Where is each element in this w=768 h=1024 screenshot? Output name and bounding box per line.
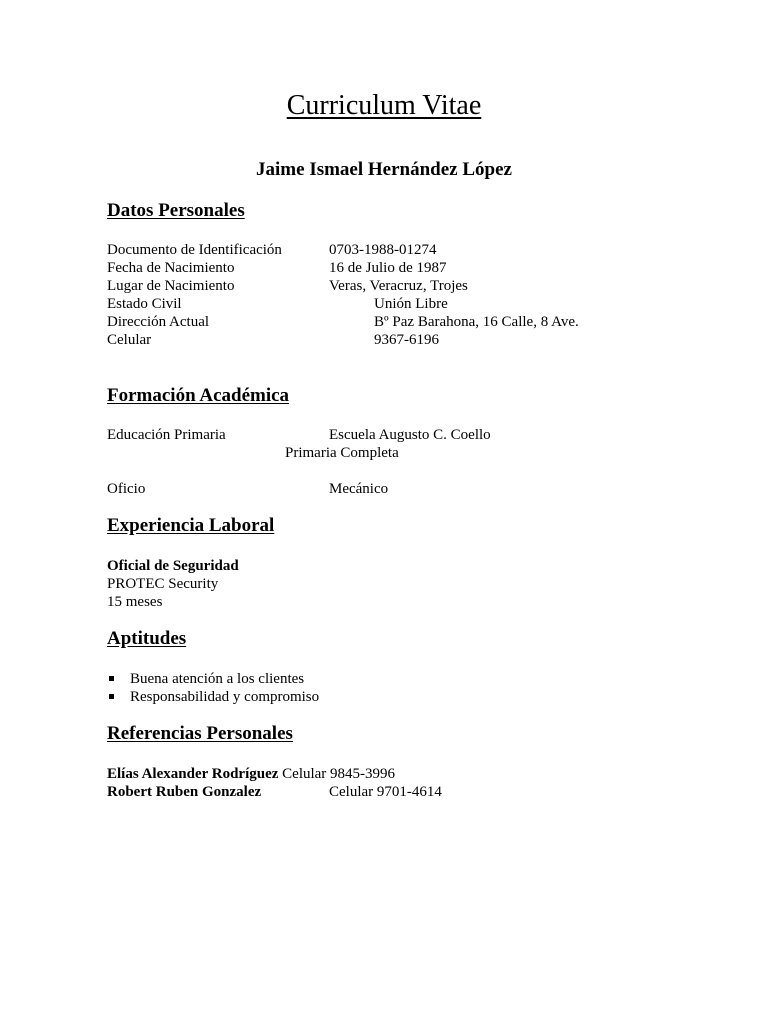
section-heading-referencias: Referencias Personales (107, 723, 293, 744)
section-heading-aptitudes: Aptitudes (107, 628, 187, 649)
field-label-lugar-nacimiento: Lugar de Nacimiento (107, 278, 235, 294)
bullet-square-icon (109, 676, 114, 681)
reference-row (107, 765, 395, 783)
aptitude-text: Responsabilidad y compromiso (130, 689, 320, 705)
list-item (107, 670, 319, 688)
field-label-documento: Documento de Identificación (107, 242, 282, 258)
reference-contact: Celular 9845-3996 (282, 766, 396, 782)
field-value-celular: 9367-6196 (374, 332, 439, 348)
section-heading-experiencia-laboral: Experiencia Laboral (107, 515, 275, 536)
field-label-oficio: Oficio (107, 481, 146, 497)
document-title: Curriculum Vitae (286, 90, 482, 121)
candidate-name: Jaime Ismael Hernández López (256, 159, 512, 180)
job-position: Oficial de Seguridad (107, 558, 239, 574)
aptitudes-list (107, 670, 319, 706)
field-label-direccion: Dirección Actual (107, 314, 210, 330)
reference-name: Elías Alexander Rodríguez (107, 766, 279, 782)
field-value-escuela: Escuela Augusto C. Coello (329, 427, 491, 443)
field-value-lugar-nacimiento: Veras, Veracruz, Trojes (329, 278, 468, 294)
field-value-oficio: Mecánico (329, 481, 389, 497)
field-value-primaria-status: Primaria Completa (285, 445, 399, 461)
field-value-documento: 0703-1988-01274 (329, 242, 437, 258)
field-value-estado-civil: Unión Libre (374, 296, 448, 312)
field-label-fecha-nacimiento: Fecha de Nacimiento (107, 260, 235, 276)
list-item (107, 688, 319, 706)
job-duration: 15 meses (107, 594, 163, 610)
bullet-square-icon (109, 694, 114, 699)
field-label-estado-civil: Estado Civil (107, 296, 182, 312)
aptitude-text: Buena atención a los clientes (130, 671, 305, 687)
field-label-educacion-primaria: Educación Primaria (107, 427, 226, 443)
field-label-celular: Celular (107, 332, 152, 348)
section-heading-formacion-academica: Formación Académica (107, 385, 290, 406)
section-heading-datos-personales: Datos Personales (107, 200, 245, 221)
reference-name: Robert Ruben Gonzalez (107, 784, 262, 800)
job-company: PROTEC Security (107, 576, 219, 592)
field-value-direccion: Bº Paz Barahona, 16 Calle, 8 Ave. (374, 314, 579, 330)
field-value-fecha-nacimiento: 16 de Julio de 1987 (329, 260, 447, 276)
reference-contact: Celular 9701-4614 (329, 784, 442, 800)
